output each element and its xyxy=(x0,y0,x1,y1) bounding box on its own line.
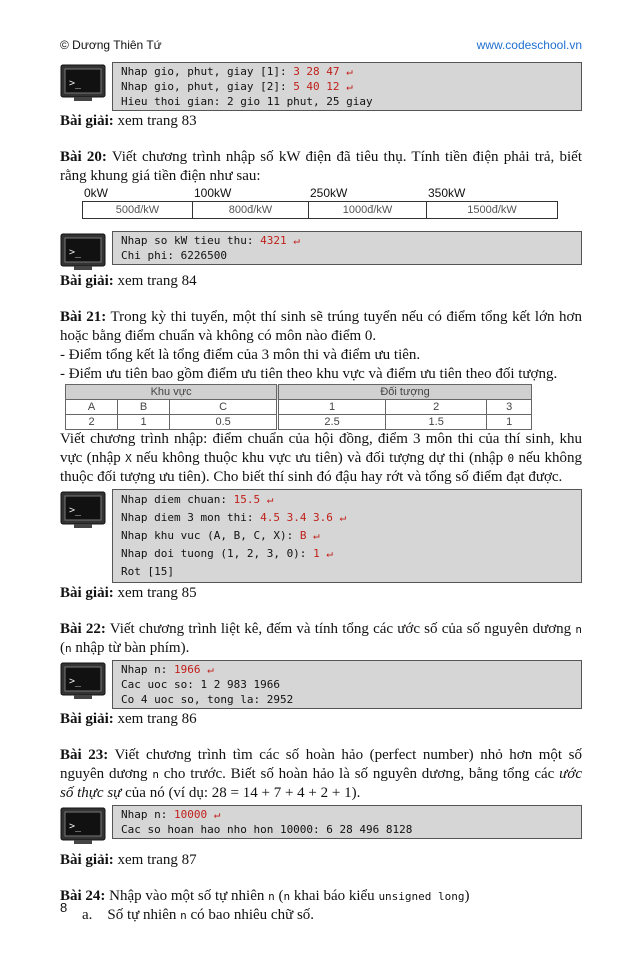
solution-ref-ex22: Bài giải: xem trang 86 xyxy=(60,711,197,727)
terminal-screen: Nhap n: 10000 ↵ Cac so hoan hao nho hon 10000: 6 28 496 8128 xyxy=(112,805,582,839)
terminal-icon xyxy=(60,491,106,529)
terminal-line: Nhap gio, phut, giay [1]: 3 28 47 ↵ xyxy=(121,65,353,78)
tier-labels: 0kW 100kW 250kW 350kW xyxy=(84,186,466,200)
page-header xyxy=(60,38,582,52)
solution-ref-ex19: Bài giải: xem trang 83 xyxy=(60,113,197,129)
terminal-ex21 xyxy=(60,489,582,583)
exercise-24: Bài 24: Nhập vào một số tự nhiên n (n khai báo kiểu unsigned long) xyxy=(60,888,470,904)
exercise-24-item-a: a. Số tự nhiên n có bao nhiêu chữ số. xyxy=(82,907,315,923)
terminal-icon xyxy=(60,662,106,700)
price-tier-table: 500đ/kW 800đ/kW 1000đ/kW 1500đ/kW xyxy=(82,201,558,219)
author-credit: © Dương Thiên Tứ xyxy=(60,38,162,52)
svg-text:>_: >_ xyxy=(69,821,82,832)
terminal-screen: Nhap n: 1966 ↵ Cac uoc so: 1 2 983 1966 Co 4 uoc so, tong la: 2952 xyxy=(112,660,582,709)
exercise-22: Bài 22: Viết chương trình liệt kê, đếm và tính tổng các ước số của số nguyên dương n (n nhập từ bàn phím). xyxy=(60,621,582,656)
solution-ref-ex23: Bài giải: xem trang 87 xyxy=(60,852,197,868)
bullet-text: - Điểm ưu tiên bao gồm điểm ưu tiên theo khu vực và điểm ưu tiên theo đối tượng. xyxy=(60,366,558,382)
page-number: 8 xyxy=(60,900,68,915)
terminal-ex22 xyxy=(60,660,582,709)
terminal-line: Nhap gio, phut, giay [2]: 5 40 12 ↵ xyxy=(121,80,353,93)
exercise-21: Bài 21: Trong kỳ thi tuyển, một thí sinh sẽ trúng tuyển nếu có điểm tổng kết lớn hơn hoặc bằng điểm chuẩn và không có môn nào điểm 0. xyxy=(60,309,582,344)
svg-text:>_: >_ xyxy=(69,78,82,89)
svg-text:>_: >_ xyxy=(69,505,82,516)
svg-text:>_: >_ xyxy=(69,247,82,258)
page-content xyxy=(60,60,582,925)
terminal-icon xyxy=(60,64,106,102)
exercise-23: Bài 23: Viết chương trình tìm các số hoàn hảo (perfect number) nhỏ hơn một số nguyên dương n cho trước. Biết số hoàn hảo là số nguyên dương, bằng tổng các ước số thực sự của nó (ví dụ: 28 = 14 + 7 + 4 + 2 + 1). xyxy=(60,747,582,801)
terminal-ex23 xyxy=(60,805,582,845)
bullet-text: - Điểm tổng kết là tổng điểm của 3 môn thi và điểm ưu tiên. xyxy=(60,347,421,363)
terminal-screen xyxy=(112,62,582,111)
exercise-20: Bài 20: Viết chương trình nhập số kW điện đã tiêu thụ. Tính tiền điện phải trả, biết rằng khung giá tiền điện như sau: xyxy=(60,149,583,184)
terminal-screen: Nhap diem chuan: 15.5 ↵ Nhap diem 3 mon thi: 4.5 3.4 3.6 ↵ Nhap khu vuc (A, B, C, X): B ↵ Nhap doi tuong (1, 2, 3, 0): 1 ↵ Rot [15] xyxy=(112,489,582,583)
terminal-ex19 xyxy=(60,62,582,111)
site-link[interactable]: www.codeschool.vn xyxy=(476,38,582,52)
terminal-icon xyxy=(60,807,106,845)
solution-ref-ex21: Bài giải: xem trang 85 xyxy=(60,585,197,601)
svg-text:>_: >_ xyxy=(69,676,82,687)
terminal-line: Hieu thoi gian: 2 gio 11 phut, 25 giay xyxy=(121,95,373,108)
terminal-screen: Nhap so kW tieu thu: 4321 ↵ Chi phi: 6226500 xyxy=(112,231,582,265)
terminal-ex20 xyxy=(60,231,582,271)
priority-points-table: Khu vực Đối tượng A B C 1 2 3 2 1 0.5 2.5 1.5 1 xyxy=(65,384,532,430)
solution-ref-ex20: Bài giải: xem trang 84 xyxy=(60,273,197,289)
exercise-21-task: Viết chương trình nhập: điểm chuẩn của hội đồng, điểm 3 môn thi của thí sinh, khu vực (nhập X nếu không thuộc khu vực ưu tiên) và đối tượng dự thi (nhập 0 nếu không thuộc đối tượng ưu tiên). Cho biết thí sinh đó đậu hay rớt và tổng số điểm đạt được. xyxy=(60,431,582,485)
terminal-icon xyxy=(60,233,106,271)
